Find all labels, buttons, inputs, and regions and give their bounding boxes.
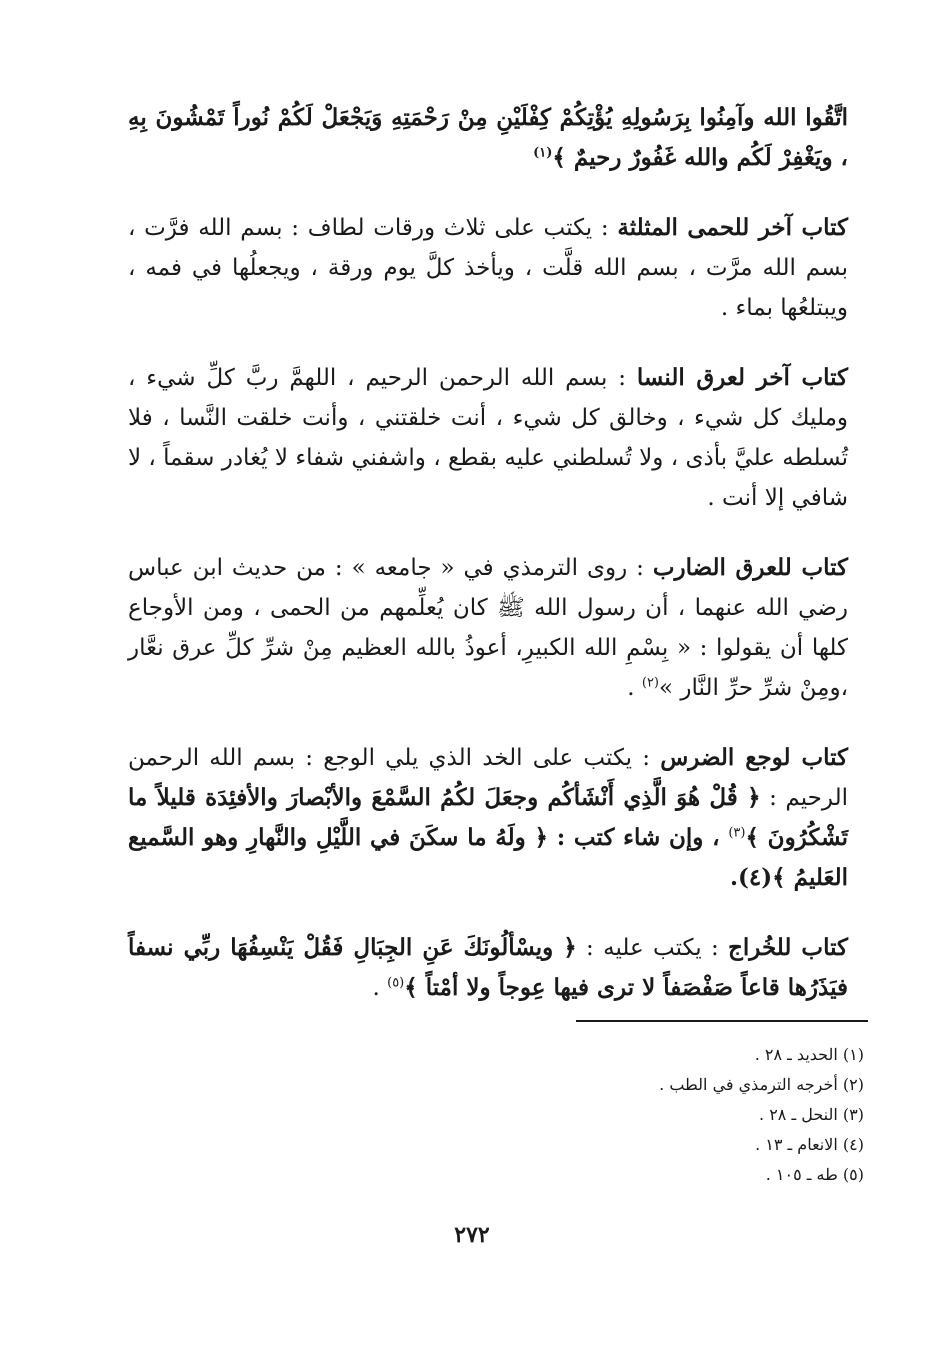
- section-tail: ، وإن شاء كتب : ﴿ ولَهُ ما سكَنَ في اللَّيْلِ والنَّهارِ وهو السَّميع العَليمُ ﴾(٤).: [128, 824, 848, 891]
- section-body: : روى الترمذي في « جامعه » : من حديث ابن عباس رضي الله عنهما ، أن رسول الله ﷺ كان يُعلِّمهم من الحمى ، ومن الأوجاع كلها أن يقولوا : « بِسْمِ الله الكبيرِ، أعوذُ بالله العظيم مِنْ شرِّ كلِّ عرق نعَّار ،ومِنْ شرِّ حرِّ النَّار »: [128, 555, 848, 701]
- quran-verse: ﴿ قُلْ هُوَ الَّذِي أَنْشَأكُم وجعَلَ لكُمُ السَّمْعَ والأبْصارَ والأفئِدَة قليلاً ما تَشْكُرُونَ ﴾: [128, 784, 848, 851]
- footnote-item: (١) الحديد ـ ٢٨ .: [754, 1045, 864, 1064]
- section-heading: كتاب لوجع الضرس: [660, 744, 848, 771]
- quran-verse: اتَّقُوا الله وآمِنُوا بِرَسُولِهِ يُؤْتِكُمْ كِفْلَيْنِ مِنْ رَحْمَتِهِ وَيَجْعَلْ لَكُمْ نُوراً تَمْشُونَ بِهِ ، ويَغْفِرْ لَكُم والله غَفُورٌ رحيمٌ ﴾: [128, 104, 848, 171]
- footnote-divider: [576, 1020, 868, 1022]
- fever-paragraph: [128, 208, 848, 328]
- footnote-marker: (٢): [641, 675, 659, 691]
- quran-verse-paragraph: [128, 98, 848, 178]
- section-heading: كتاب آخر للحمى المثلثة: [617, 214, 848, 241]
- section-body: : بسم الله الرحمن الرحيم ، اللهمَّ ربَّ كلِّ شيء ، ومليك كل شيء ، وخالق كل شيء ، أنت خلقتني ، وأنت خلقت النَّسا ، فلا تُسلطه عليَّ بأذى ، ولا تُسلطني عليه بقطع ، واشفني شفاء لا يُغادر سقماً ، لا شافي إلا أنت .: [128, 365, 848, 511]
- footnote-marker: (١): [533, 145, 553, 161]
- page-number: ٢٧٢: [454, 1222, 490, 1248]
- quran-verse: ﴿ ويسْألُونَكَ عَنِ الجِبَالِ فَقُلْ يَنْسِفُهَا ربِّي نسفاً فيَذَرُها قاعاً صَفْصَفاً لا ترى فيها عِوجاً ولا أمْتاً ﴾: [128, 934, 848, 1001]
- section-heading: كتاب للعرق الضارب: [652, 554, 848, 581]
- section-heading: كتاب آخر لعرق النسا: [636, 364, 849, 391]
- sciatica-paragraph: [128, 358, 848, 518]
- footnote-item: (٤) الانعام ـ ١٣ .: [755, 1135, 864, 1154]
- main-text: [128, 98, 848, 1008]
- section-heading: كتاب للخُراج: [728, 934, 848, 961]
- section-body: : يكتب على الخد الذي يلي الوجع : بسم الله الرحمن الرحيم :: [128, 745, 848, 811]
- section-tail: .: [627, 675, 642, 701]
- footnote-marker: (٣): [728, 825, 746, 841]
- footnotes: [364, 1040, 864, 1190]
- footnote-item: (٥) طه ـ ١٠٥ .: [765, 1165, 864, 1184]
- throbbing-vein-paragraph: [128, 548, 848, 708]
- footnote-item: (٣) النحل ـ ٢٨ .: [759, 1105, 864, 1124]
- section-body: : يكتب على ثلاث ورقات لطاف : بسم الله فرَّت ، بسم الله مرَّت ، بسم الله قلَّت ، ويأخذ كلَّ يوم ورقة ، ويجعلُها في فمه ، ويبتلعُها بماء .: [128, 215, 848, 321]
- footnote-marker: (٥): [387, 975, 405, 991]
- toothache-paragraph: [128, 738, 848, 898]
- footnote-item: (٢) أخرجه الترمذي في الطب .: [659, 1075, 864, 1094]
- abscess-paragraph: [128, 928, 848, 1008]
- section-body: : يكتب عليه :: [576, 935, 729, 961]
- section-tail: .: [372, 975, 388, 1001]
